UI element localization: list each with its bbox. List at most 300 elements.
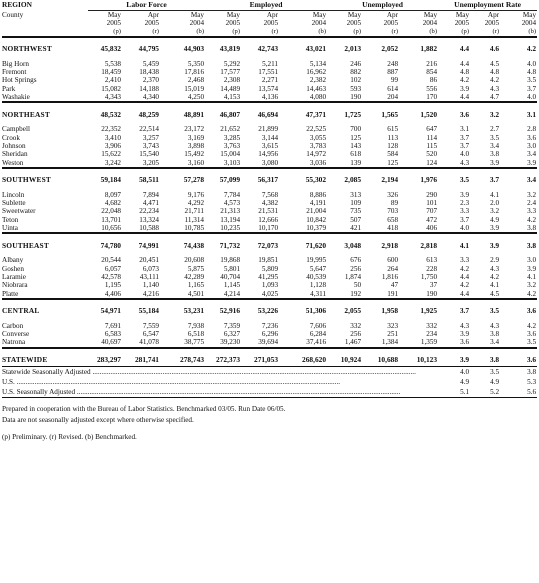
value-cell: 114 <box>426 133 438 142</box>
header-year: 2004 <box>521 19 537 28</box>
region-separator <box>2 37 537 44</box>
value-cell: 22,234 <box>139 207 159 216</box>
value-cell: 43,021 <box>305 44 327 54</box>
value-cell: 4.4 <box>460 93 470 102</box>
value-cell: 5,459 <box>142 59 159 68</box>
value-cell: 15,082 <box>101 84 121 93</box>
value-cell: 55,302 <box>305 175 327 185</box>
value-cell: 102 <box>350 76 362 85</box>
dot-leader: .................................................................................................................................................................................... <box>75 387 401 396</box>
value-cell: 4.1 <box>490 190 500 199</box>
value-cell: 16,962 <box>306 68 327 77</box>
value-cell: 3.6 <box>460 338 470 347</box>
county-row <box>2 93 537 102</box>
value-cell: 472 <box>426 215 438 224</box>
value-cell: 7,606 <box>309 321 327 330</box>
value-cell: 55,184 <box>138 306 159 316</box>
value-cell: 6,547 <box>142 330 159 339</box>
value-cell: 1,816 <box>381 272 399 281</box>
value-cell: 4.6 <box>489 44 500 54</box>
value-cell: 3.7 <box>460 133 470 142</box>
region-name: NORTHWEST <box>2 44 53 54</box>
county-name: Niobrara <box>2 281 28 290</box>
header-flag: (p) <box>113 27 121 35</box>
footnote-legend: (p) Preliminary. (r) Revised. (b) Benchmarked. <box>2 432 137 441</box>
value-cell: 21,652 <box>220 125 241 134</box>
header-flag: (r) <box>391 27 399 35</box>
value-cell: 3.4 <box>526 175 537 185</box>
value-cell: 2,468 <box>187 76 205 85</box>
value-cell: 326 <box>387 190 399 199</box>
value-cell: 2.4 <box>527 199 537 208</box>
value-cell: 18,438 <box>139 68 159 77</box>
value-cell: 22,525 <box>306 125 327 134</box>
value-cell: 264 <box>387 264 399 273</box>
value-cell: 332 <box>350 321 362 330</box>
county-name: Platte <box>2 289 19 298</box>
value-cell: 1,958 <box>381 306 399 316</box>
value-cell: 74,780 <box>100 240 121 250</box>
value-cell: 313 <box>350 190 362 199</box>
value-cell: 3,906 <box>104 141 121 150</box>
value-cell: 1,467 <box>344 338 362 347</box>
value-cell: 2,818 <box>420 240 438 250</box>
value-cell: 4.0 <box>527 93 537 102</box>
value-cell: 4,025 <box>261 289 279 298</box>
value-cell: 676 <box>350 256 362 265</box>
value-cell: 7,559 <box>142 321 159 330</box>
header-year: 2005 <box>225 19 241 28</box>
value-cell: 3,615 <box>261 141 279 150</box>
value-cell: 23,172 <box>184 125 205 134</box>
value-cell: 3.9 <box>490 158 500 167</box>
value-cell: 72,073 <box>257 240 279 250</box>
value-cell: 1,384 <box>381 338 399 347</box>
county-name: Big Horn <box>2 59 29 68</box>
value-cell: 593 <box>350 84 362 93</box>
value-cell: 3.7 <box>460 141 470 150</box>
value-cell: 4.2 <box>460 281 470 290</box>
region-name: SOUTHWEST <box>2 175 52 185</box>
value-cell: 45,832 <box>100 44 121 54</box>
value-cell: 3.9 <box>527 158 537 167</box>
value-cell: 190 <box>426 289 438 298</box>
region-separator <box>2 102 537 109</box>
adjusted-rate-label-text: U.S. Seasonally Adjusted <box>2 387 76 396</box>
value-cell: 191 <box>387 289 399 298</box>
header-year: 2004 <box>422 19 438 28</box>
county-name: Carbon <box>2 321 24 330</box>
value-cell: 22,048 <box>101 207 121 216</box>
region-row <box>2 306 537 317</box>
value-cell: 283,297 <box>96 355 121 365</box>
value-cell: 7,691 <box>104 321 121 330</box>
value-cell: 7,784 <box>223 190 241 199</box>
value-cell: 615 <box>387 125 399 134</box>
value-cell: 3,410 <box>104 133 121 142</box>
value-cell: 46,807 <box>219 109 241 119</box>
value-cell: 3.0 <box>527 141 537 150</box>
value-cell: 74,438 <box>183 240 205 250</box>
header-year: 2004 <box>311 19 327 28</box>
value-cell: 3.2 <box>527 190 537 199</box>
value-cell: 3,169 <box>187 133 205 142</box>
value-cell: 41,295 <box>258 272 279 281</box>
adjusted-rate-label-text: U.S. <box>2 377 15 386</box>
county-name: Lincoln <box>2 190 25 199</box>
value-cell: 17,551 <box>258 68 279 77</box>
value-cell: 7,568 <box>261 190 279 199</box>
value-cell: 4,191 <box>309 199 327 208</box>
value-cell: 4.4 <box>460 289 470 298</box>
county-row <box>2 159 537 168</box>
value-cell: 281,741 <box>134 355 159 365</box>
value-cell: 1,565 <box>381 109 399 119</box>
county-name: Hot Springs <box>2 76 37 85</box>
value-cell: 3,080 <box>261 158 279 167</box>
value-cell: 6,073 <box>142 264 159 273</box>
value-cell: 8,886 <box>309 190 327 199</box>
value-cell: 47 <box>390 281 399 290</box>
header-year: 2005 <box>346 19 362 28</box>
value-cell: 3.7 <box>489 175 500 185</box>
value-cell: 228 <box>426 264 438 273</box>
value-cell: 4.2 <box>490 272 500 281</box>
value-cell: 2,308 <box>223 76 241 85</box>
value-cell: 21,313 <box>220 207 241 216</box>
value-cell: 13,194 <box>220 215 241 224</box>
value-cell: 22,352 <box>101 125 121 134</box>
value-cell: 4.8 <box>527 68 537 77</box>
value-cell: 17,577 <box>220 68 241 77</box>
value-cell: 43,111 <box>139 272 159 281</box>
value-cell: 4.4 <box>460 272 470 281</box>
region-row <box>2 240 537 251</box>
value-cell: 4,340 <box>142 93 159 102</box>
value-cell: 3.2 <box>490 207 500 216</box>
county-row <box>2 273 537 281</box>
value-cell: 2,370 <box>142 76 159 85</box>
header-month: Apr <box>386 11 399 19</box>
value-cell: 14,956 <box>258 150 279 159</box>
value-cell: 4,382 <box>261 199 279 208</box>
rate-cell: 3.5 <box>475 366 505 377</box>
value-cell: 54,971 <box>100 306 121 316</box>
value-cell: 854 <box>426 68 438 77</box>
footnote-seasonal: Data are not seasonally adjusted except where otherwise specified. <box>2 415 194 424</box>
value-cell: 46,694 <box>257 109 279 119</box>
value-cell: 44,903 <box>183 44 205 54</box>
value-cell: 556 <box>426 84 438 93</box>
value-cell: 1,882 <box>420 44 438 54</box>
value-cell: 3.6 <box>526 355 537 365</box>
value-cell: 113 <box>387 133 399 142</box>
separator-cell <box>2 37 537 44</box>
value-cell: 246 <box>350 59 362 68</box>
adjusted-rate-row <box>2 377 537 387</box>
value-cell: 3.6 <box>527 330 537 339</box>
adjusted-rate-label-text: Statewide Seasonally Adjusted <box>2 367 91 376</box>
value-cell: 47,371 <box>305 109 327 119</box>
value-cell: 1,520 <box>420 109 438 119</box>
value-cell: 3.3 <box>527 207 537 216</box>
header-year: 2004 <box>189 19 205 28</box>
rate-cell: 5.2 <box>490 387 500 396</box>
value-cell: 4.9 <box>490 215 500 224</box>
value-cell: 3.9 <box>460 330 470 339</box>
value-cell: 10,235 <box>220 224 241 233</box>
value-cell: 272,373 <box>216 355 241 365</box>
value-cell: 4.3 <box>460 321 470 330</box>
statewide-row <box>2 355 537 367</box>
adjusted-rate-row <box>2 387 537 398</box>
value-cell: 22,514 <box>139 125 159 134</box>
value-cell: 4.3 <box>490 321 500 330</box>
value-cell: 278,743 <box>180 355 205 365</box>
value-cell: 5,292 <box>223 59 241 68</box>
value-cell: 50 <box>353 281 362 290</box>
county-name: Crook <box>2 133 20 142</box>
adjusted-rate-label <box>2 366 438 377</box>
group-header-unemployed: Unemployed <box>327 0 438 11</box>
value-cell: 20,544 <box>101 256 121 265</box>
value-cell: 3,783 <box>309 141 327 150</box>
value-cell: 290 <box>426 190 438 199</box>
value-cell: 39,230 <box>220 338 241 347</box>
value-cell: 21,711 <box>184 207 205 216</box>
value-cell: 13,574 <box>258 84 279 93</box>
header-years-row <box>2 19 537 27</box>
value-cell: 1,093 <box>261 281 279 290</box>
value-cell: 190 <box>350 93 362 102</box>
value-cell: 7,236 <box>261 321 279 330</box>
value-cell: 21,899 <box>258 125 279 134</box>
value-cell: 139 <box>350 158 362 167</box>
value-cell: 4.4 <box>459 44 470 54</box>
region-row <box>2 109 537 120</box>
value-cell: 40,697 <box>101 338 121 347</box>
value-cell: 86 <box>429 76 438 85</box>
value-cell: 6,583 <box>104 330 121 339</box>
value-cell: 3.1 <box>460 125 470 134</box>
value-cell: 4.5 <box>490 289 500 298</box>
value-cell: 507 <box>350 215 362 224</box>
header-year: 2005 <box>263 19 279 28</box>
value-cell: 14,972 <box>306 150 327 159</box>
value-cell: 6,327 <box>223 330 241 339</box>
value-cell: 3.9 <box>489 240 500 250</box>
value-cell: 647 <box>426 125 438 134</box>
value-cell: 3.6 <box>526 306 537 316</box>
value-cell: 125 <box>350 133 362 142</box>
table-body <box>2 0 537 402</box>
value-cell: 3.6 <box>459 109 470 119</box>
value-cell: 19,995 <box>306 256 327 265</box>
value-cell: 4.0 <box>460 224 470 233</box>
value-cell: 4,292 <box>187 199 205 208</box>
value-cell: 39,694 <box>258 338 279 347</box>
value-cell: 584 <box>387 150 399 159</box>
value-cell: 10,379 <box>306 224 327 233</box>
value-cell: 614 <box>387 84 399 93</box>
county-name: Teton <box>2 215 19 224</box>
header-flag: (b) <box>318 27 327 35</box>
value-cell: 4.2 <box>527 215 537 224</box>
value-cell: 4.2 <box>460 76 470 85</box>
header-flag: (r) <box>152 27 159 35</box>
value-cell: 9,176 <box>187 190 205 199</box>
value-cell: 3.6 <box>527 133 537 142</box>
header-month: Apr <box>266 11 279 19</box>
county-name: Campbell <box>2 125 30 134</box>
value-cell: 5,875 <box>187 264 205 273</box>
value-cell: 3.3 <box>460 256 470 265</box>
header-flag: (b) <box>528 27 537 35</box>
group-header-unemployment-rate: Unemployment Rate <box>438 0 537 11</box>
value-cell: 3.8 <box>489 355 500 365</box>
header-year: 2005 <box>454 19 470 28</box>
value-cell: 3.8 <box>526 240 537 250</box>
value-cell: 21,004 <box>306 207 327 216</box>
header-year: 2005 <box>106 19 121 28</box>
county-name: Natrona <box>2 338 26 347</box>
county-row <box>2 256 537 264</box>
county-row <box>2 60 537 68</box>
value-cell: 20,608 <box>184 256 205 265</box>
value-cell: 5,211 <box>262 59 279 68</box>
value-cell: 3.2 <box>527 281 537 290</box>
statewide-separator <box>2 348 537 355</box>
value-cell: 3.7 <box>460 215 470 224</box>
value-cell: 21,531 <box>258 207 279 216</box>
value-cell: 700 <box>350 125 362 134</box>
value-cell: 15,622 <box>101 150 121 159</box>
value-cell: 1,195 <box>104 281 121 290</box>
value-cell: 53,226 <box>257 306 279 316</box>
county-row <box>2 338 537 347</box>
group-header-employed: Employed <box>205 0 327 11</box>
value-cell: 4,250 <box>187 93 205 102</box>
value-cell: 2.0 <box>490 199 500 208</box>
value-cell: 3.9 <box>527 264 537 273</box>
value-cell: 3.4 <box>527 150 537 159</box>
rate-cell: 5.1 <box>460 387 470 396</box>
value-cell: 1,976 <box>420 175 438 185</box>
value-cell: 3,763 <box>223 141 241 150</box>
value-cell: 44,795 <box>138 44 159 54</box>
value-cell: 658 <box>387 215 399 224</box>
adjusted-rate-label <box>2 377 438 387</box>
region-header: REGION <box>2 0 32 10</box>
value-cell: 3,055 <box>309 133 327 142</box>
rate-cell: 5.6 <box>527 387 537 396</box>
value-cell: 4,153 <box>223 93 241 102</box>
rate-cell: 3.8 <box>505 366 537 377</box>
value-cell: 74,991 <box>138 240 159 250</box>
value-cell: 1,145 <box>223 281 241 290</box>
value-cell: 51,306 <box>305 306 327 316</box>
header-flags-row <box>2 28 537 37</box>
value-cell: 14,188 <box>139 84 159 93</box>
value-cell: 2,382 <box>309 76 327 85</box>
county-name: Weston <box>2 158 24 167</box>
value-cell: 4.8 <box>490 68 500 77</box>
value-cell: 89 <box>390 199 399 208</box>
value-cell: 3,242 <box>104 158 121 167</box>
county-name: Converse <box>2 330 30 339</box>
value-cell: 268,620 <box>302 355 327 365</box>
adjusted-rate-row <box>2 366 537 377</box>
value-cell: 4.1 <box>527 272 537 281</box>
value-cell: 4,214 <box>223 289 241 298</box>
adjusted-rate-label <box>2 387 438 398</box>
header-flag: (b) <box>429 27 438 35</box>
value-cell: 99 <box>390 76 399 85</box>
value-cell: 2,052 <box>381 44 399 54</box>
value-cell: 42,743 <box>257 44 279 54</box>
county-row <box>2 134 537 142</box>
rate-cell: 4.9 <box>460 377 470 386</box>
region-separator <box>2 168 537 175</box>
value-cell: 3.8 <box>490 150 500 159</box>
value-cell: 3,144 <box>261 133 279 142</box>
value-cell: 4,471 <box>142 199 159 208</box>
value-cell: 5,350 <box>187 59 205 68</box>
value-cell: 2,410 <box>104 76 121 85</box>
value-cell: 56,317 <box>257 175 279 185</box>
value-cell: 15,540 <box>139 150 159 159</box>
header-flag: (p) <box>461 27 470 35</box>
header-year: 2005 <box>144 19 159 28</box>
region-name: CENTRAL <box>2 306 40 316</box>
value-cell: 882 <box>350 68 362 77</box>
county-name: Fremont <box>2 68 27 77</box>
value-cell: 11,314 <box>184 215 205 224</box>
value-cell: 3.2 <box>489 109 500 119</box>
value-cell: 4.7 <box>490 93 500 102</box>
header-flag: (r) <box>271 27 279 35</box>
value-cell: 4,573 <box>223 199 241 208</box>
value-cell: 4.8 <box>460 68 470 77</box>
value-cell: 58,511 <box>139 175 159 185</box>
value-cell: 15,492 <box>184 150 205 159</box>
county-row <box>2 68 537 76</box>
value-cell: 4.1 <box>459 240 470 250</box>
value-cell: 15,004 <box>220 150 241 159</box>
value-cell: 2,194 <box>381 175 399 185</box>
value-cell: 10,688 <box>377 355 399 365</box>
county-name: Goshen <box>2 264 24 273</box>
value-cell: 4,682 <box>104 199 121 208</box>
rate-cell: 4.9 <box>490 377 500 386</box>
header-month: May <box>312 11 327 19</box>
value-cell: 125 <box>387 158 399 167</box>
value-cell: 15,019 <box>184 84 205 93</box>
separator-cell <box>2 233 537 240</box>
county-name: Laramie <box>2 272 26 281</box>
county-name: Johnson <box>2 141 26 150</box>
value-cell: 887 <box>387 68 399 77</box>
value-cell: 735 <box>350 207 362 216</box>
county-row <box>2 142 537 150</box>
value-cell: 2.8 <box>527 125 537 134</box>
county-row <box>2 281 537 289</box>
value-cell: 707 <box>426 207 438 216</box>
value-cell: 10,785 <box>184 224 205 233</box>
header-year: 2005 <box>383 19 399 28</box>
value-cell: 2,085 <box>344 175 362 185</box>
county-name: Sweetwater <box>2 207 36 216</box>
